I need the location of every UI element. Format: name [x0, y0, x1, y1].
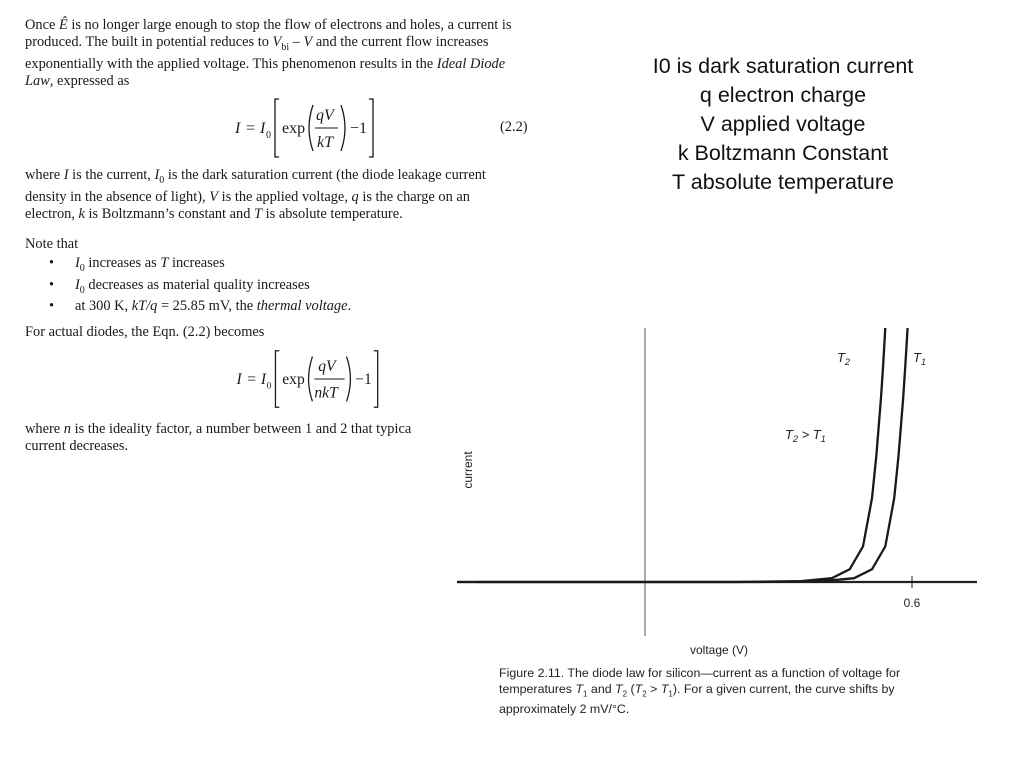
eq2-minus-one: −1 [355, 370, 372, 388]
eq2-exp: exp [282, 370, 305, 388]
eq1-lhs: I [235, 119, 241, 137]
variable-definitions [596, 52, 970, 197]
annotation-line: q electron charge [699, 83, 867, 107]
annotation-line: V applied voltage [700, 112, 866, 136]
ideality-paragraph: where n is the ideality factor, a number between 1 and 2 that typica current decreases. [25, 421, 412, 455]
eq2-denominator: nkT [314, 384, 338, 402]
note-item: • $I_0$ decreases as material quality increases [49, 276, 310, 296]
eq2-i0-sub: 0 [266, 380, 272, 392]
equation-ideal-diode [25, 91, 585, 165]
eq2-numerator: qV [318, 358, 336, 376]
temperature-relation-label: $T_2 > T_1$ [785, 427, 826, 444]
annotation-line: I0 is dark saturation current [652, 54, 914, 78]
x-tick-label: 0.6 [903, 596, 921, 610]
actual-diode-formula [234, 341, 424, 415]
figure-caption: Figure 2.11. The diode law for silicon—current as a function of voltage for temperatures $T_1$ and $T_2$ $(T_2 > T_1)$. For a given current, the curve shifts by approximately 2 mV/°C. [499, 666, 901, 716]
y-axis-label: current [461, 451, 475, 489]
series-t1-label: $T_1$ [913, 350, 926, 367]
eq2-equals: = [247, 370, 256, 388]
eq1-numerator: qV [316, 106, 334, 124]
note-item: • $I_0$ increases as T increases [49, 255, 225, 275]
series-t1-curve [457, 328, 908, 582]
note-item: • at 300 K, kT/q = 25.85 mV, the thermal voltage. [49, 298, 352, 315]
eq1-denominator: kT [317, 133, 333, 151]
eq1-equals: = [246, 119, 256, 137]
note-heading: Note that [25, 236, 79, 253]
iv-curve-chart [457, 318, 997, 658]
eq1-i0-sub: 0 [266, 129, 271, 141]
eq2-lhs: I [236, 370, 242, 388]
annotation-line: T absolute temperature [672, 170, 894, 194]
equation-number: (2.2) [500, 118, 528, 135]
eq1-i0: I [260, 119, 266, 137]
intro-paragraph: Once Ê is no longer large enough to stop the flow of electrons and holes, a current is produced. The built in potential reduces to $V_{bi}$ – V and the current flow increases exponentially with the applied voltage. This phenomenon results in the Ideal Diode Law, expressed as [25, 17, 512, 90]
series-t2-curve [457, 328, 885, 582]
eq1-exp: exp [282, 119, 306, 137]
note-list [25, 253, 585, 318]
ideal-diode-formula [235, 91, 425, 165]
where-paragraph: where I is the current, $I_0$ is the dark saturation current (the diode leakage current density in the absence of light), V is the applied voltage, q is the charge on an electron, k is Boltzmann’s constant and T is absolute temperature. [25, 166, 486, 222]
eq1-minus-one: −1 [350, 119, 368, 137]
x-axis-label: voltage (V) [689, 643, 749, 657]
actual-diodes-text: For actual diodes, the Eqn. (2.2) becomes [25, 323, 265, 340]
annotation-line: k Boltzmann Constant [677, 141, 889, 165]
eq2-i0: I [260, 370, 267, 388]
series-t2-label: $T_2$ [837, 350, 850, 367]
